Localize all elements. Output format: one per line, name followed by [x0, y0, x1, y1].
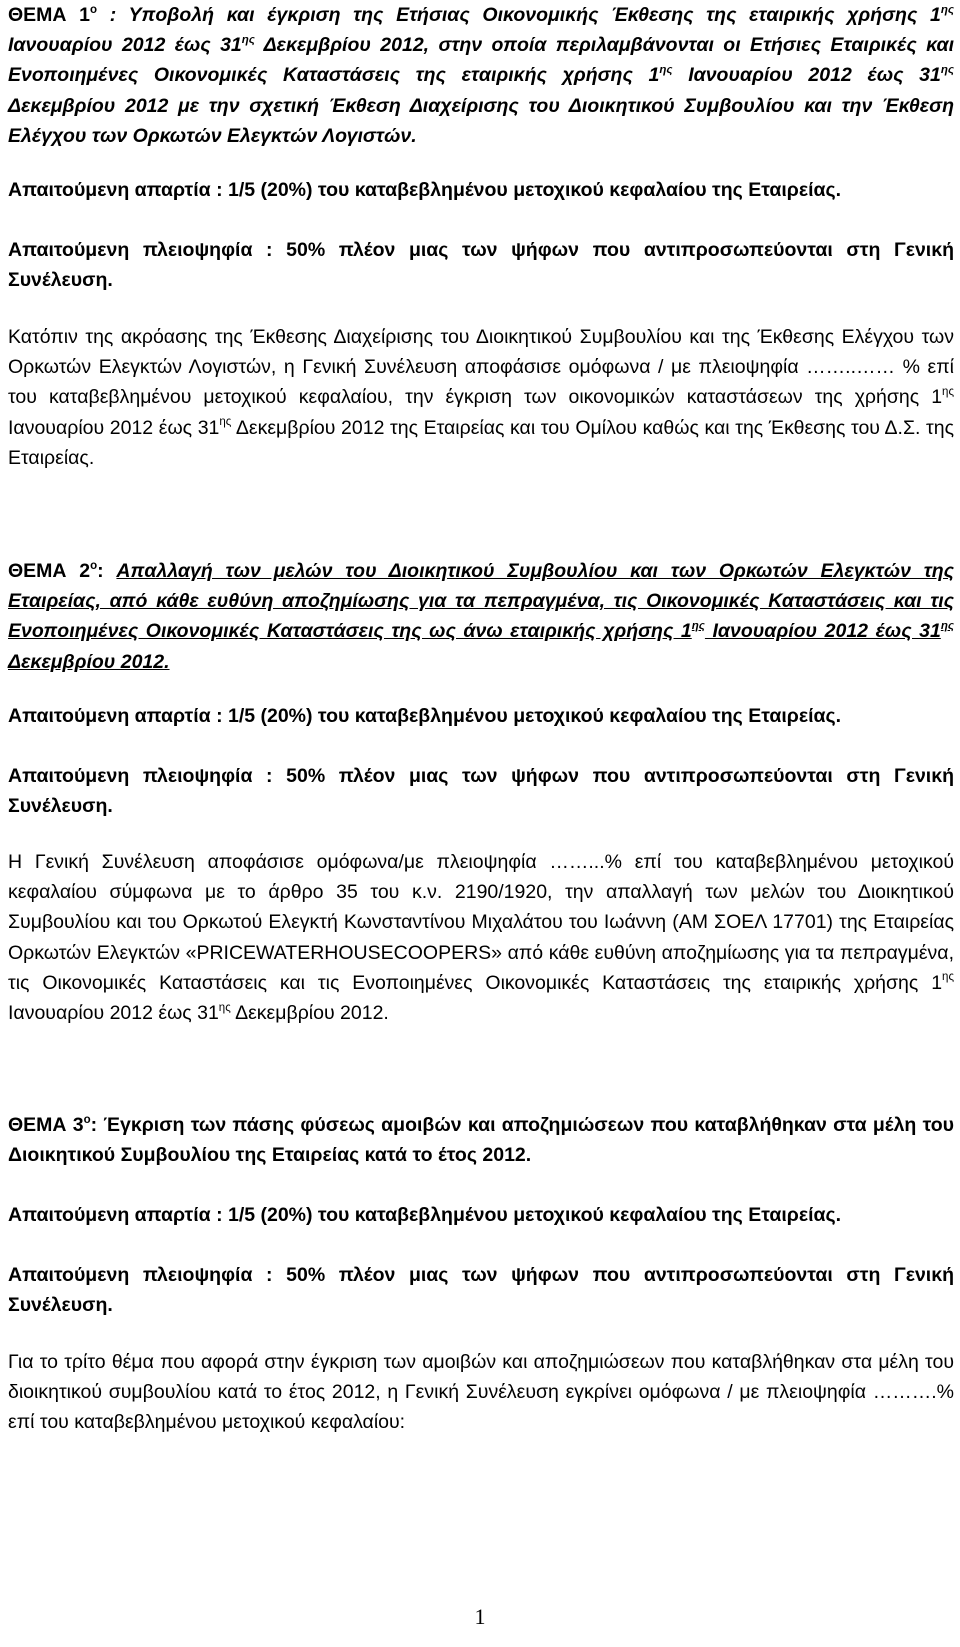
- theme-2-decision: Η Γενική Συνέλευση αποφάσισε ομόφωνα/με πλειοψηφία ……...% επί του καταβεβλημένου μετοχικού κεφαλαίου σύμφωνα με το άρθρο 35 του κ.ν. 2190/1920, την απαλλαγή των μελών του Διοικητικού Συμβουλίου και του Ορκωτού Ελεγκτή Κωνσταντίνου Μιχαλάτου του Ιωάννη (ΑΜ ΣΟΕΛ 17701) της Εταιρείας Ορκωτών Ελεγκτών «PRICEWATERHOUSECOOPERS» από κάθε ευθύνη αποζημίωσης για τα πεπραγμένα, τις Οικονομικές Καταστάσεις και τις Ενοποιημένες Οικονομικές Καταστάσεις της εταιρικής χρήσης $1^{\eta\varsigma}$ Ιανουαρίου 2012 έως $31^{\eta\varsigma}$ Δεκεμβρίου 2012.: [8, 851, 954, 1025]
- theme-1-quorum: Απαιτούμενη απαρτία : 1/5 (20%) του καταβεβλημένου μετοχικού κεφαλαίου της Εταιρείας.: [8, 179, 842, 201]
- theme-2-heading: ΘΕΜΑ 2: [8, 560, 91, 582]
- theme-3-majority: Απαιτούμενη πλειοψηφία : 50% πλέον μιας των ψήφων που αντιπροσωπεύονται στη Γενική Συνέλευση.: [8, 1264, 954, 1317]
- theme-3-quorum: Απαιτούμενη απαρτία : 1/5 (20%) του καταβεβλημένου μετοχικού κεφαλαίου της Εταιρείας.: [8, 1204, 842, 1226]
- theme-1-heading: ΘΕΜΑ 1: [8, 4, 91, 26]
- theme-3-title: ΘΕΜΑ $3^o$: Έγκριση των πάσης φύσεως αμοιβών και αποζημιώσεων που καταβλήθηκαν στα μέλη του Διοικητικού Συμβουλίου της Εταιρείας κατά το έτος 2012.: [8, 1113, 954, 1167]
- theme-3-decision: Για το τρίτο θέμα που αφορά στην έγκριση των αμοιβών και αποζημιώσεων που καταβλήθηκαν στα μέλη του διοικητικού συμβουλίου κατά το έτος 2012, η Γενική Συνέλευση εγκρίνει ομόφωνα / με πλειοψηφία ……….% επί του καταβεβλημένου μετοχικού κεφαλαίου:: [8, 1351, 954, 1434]
- theme-2-quorum: Απαιτούμενη απαρτία : 1/5 (20%) του καταβεβλημένου μετοχικού κεφαλαίου της Εταιρείας.: [8, 705, 842, 727]
- theme-2-majority: Απαιτούμενη πλειοψηφία : 50% πλέον μιας των ψήφων που αντιπροσωπεύονται στη Γενική Συνέλευση.: [8, 765, 954, 818]
- theme-3-heading: ΘΕΜΑ 3: [8, 1114, 84, 1136]
- theme-1-title: ΘΕΜΑ $1^o$ : Υποβολή και έγκριση της Ετήσιας Οικονομικής Έκθεσης της εταιρικής χρήσης $1^{\eta\varsigma}$ Ιανουαρίου 2012 έως $31^{\eta\varsigma}$ Δεκεμβρίου 2012, στην οποία περιλαμβάνονται οι Ετήσιες Εταιρικές και Ενοποιημένες Οικονομικές Καταστάσεις της εταιρικής χρήσης $1^{\eta\varsigma}$ Ιανουαρίου 2012 έως $31^{\eta\varsigma}$ Δεκεμβρίου 2012 με την σχετική Έκθεση Διαχείρισης του Διοικητικού Συμβουλίου και την Έκθεση Ελέγχου των Ορκωτών Ελεγκτών Λογιστών.: [8, 3, 954, 147]
- page-number: 1: [474, 1604, 486, 1629]
- theme-1-decision: Κατόπιν της ακρόασης της Έκθεσης Διαχείρισης του Διοικητικού Συμβουλίου και της Έκθεσης Ελέγχου των Ορκωτών Ελεγκτών Λογιστών, η Γενική Συνέλευση αποφάσισε ομόφωνα / με πλειοψηφία ……..…… % επί του καταβεβλημένου μετοχικού κεφαλαίου, την έγκριση των οικονομικών καταστάσεων της χρήσης $1^{\eta\varsigma}$ Ιανουαρίου 2012 έως $31^{\eta\varsigma}$ Δεκεμβρίου 2012 της Εταιρείας και του Ομίλου καθώς και της Έκθεσης του Δ.Σ. της Εταιρείας.: [8, 326, 954, 469]
- theme-2-title: ΘΕΜΑ $2^o$: Απαλλαγή των μελών του Διοικητικού Συμβουλίου και των Ορκωτών Ελεγκτών της Εταιρείας, από κάθε ευθύνη αποζημίωσης για τα πεπραγμένα, τις Οικονομικές Καταστάσεις και τις Ενοποιημένες Οικονομικές Καταστάσεις της ως άνω εταιρικής χρήσης $1^{\eta\varsigma}$ Ιανουαρίου 2012 έως $31^{\eta\varsigma}$ Δεκεμβρίου 2012.: [8, 559, 954, 673]
- theme-1-majority: Απαιτούμενη πλειοψηφία : 50% πλέον μιας των ψήφων που αντιπροσωπεύονται στη Γενική Συνέλευση.: [8, 239, 954, 292]
